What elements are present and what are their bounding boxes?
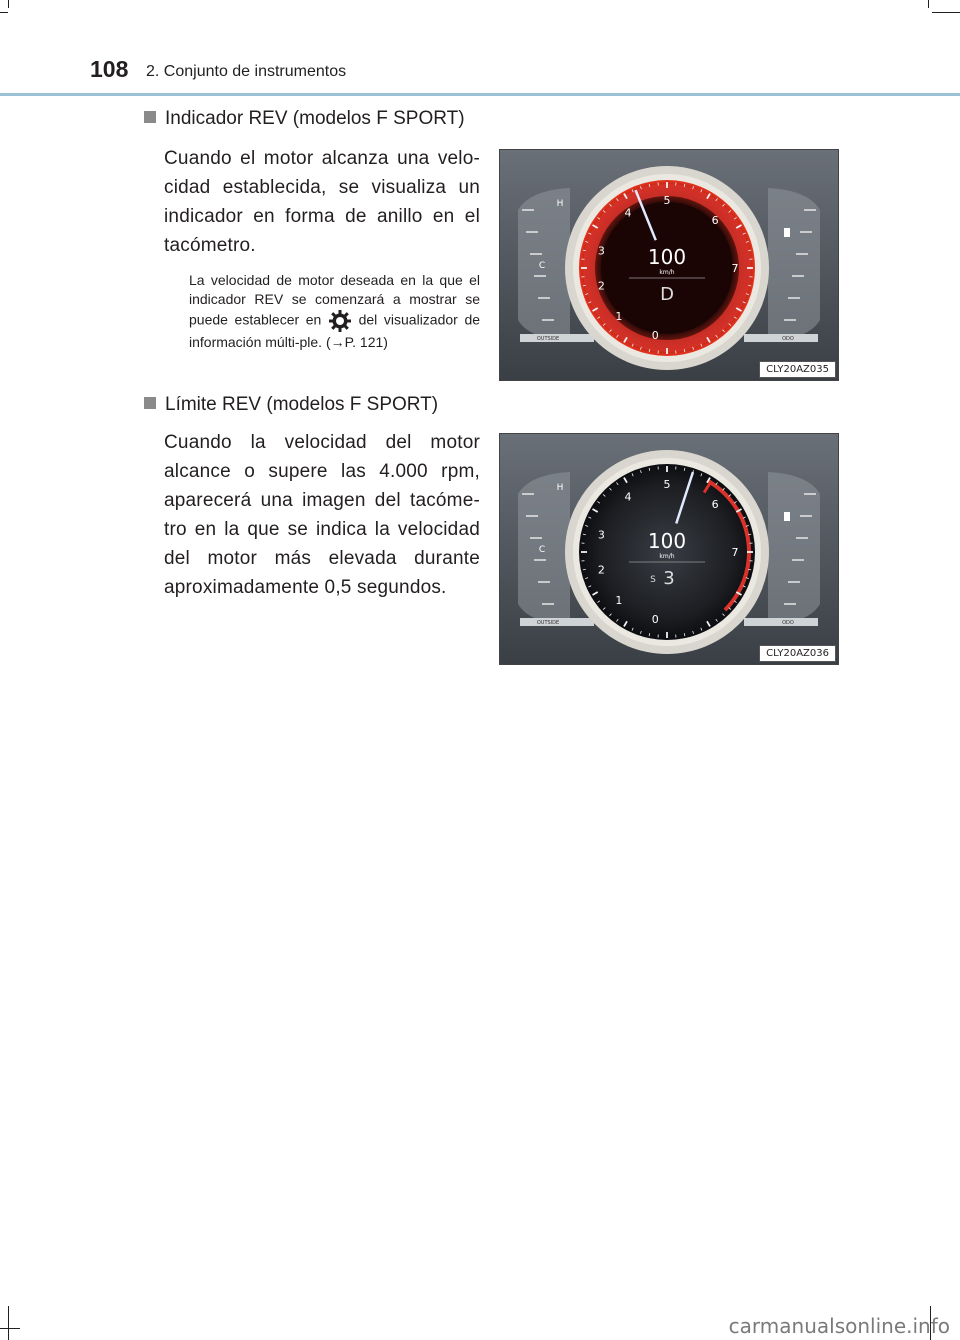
temp-high-label: H bbox=[556, 199, 564, 209]
fuel-pump-icon bbox=[784, 228, 790, 237]
odo-strip bbox=[744, 618, 818, 626]
tach-number-4: 4 bbox=[624, 206, 632, 220]
gear-indicator: D bbox=[660, 284, 674, 305]
section-note bbox=[189, 271, 480, 352]
right-side-panel bbox=[768, 472, 820, 624]
tachometer-figure-rev-indicator bbox=[499, 149, 839, 381]
tach-number-5: 5 bbox=[663, 194, 671, 207]
tachometer-illustration bbox=[500, 150, 838, 380]
note-text: La velocidad de motor deseada en la que el indicador REV se comenzará a mostrar se puede establecer en bbox=[189, 272, 480, 328]
section-title: Indicador REV (modelos F SPORT) bbox=[165, 108, 465, 129]
figure-label: CLY20AZ036 bbox=[759, 645, 836, 662]
odo-strip bbox=[744, 334, 818, 342]
gear-mode-label: S bbox=[650, 575, 656, 585]
square-bullet-icon bbox=[144, 397, 156, 409]
tach-number-3: 3 bbox=[597, 528, 605, 542]
odo-label: ODO bbox=[782, 620, 794, 626]
chapter-title: 2. Conjunto de instrumentos bbox=[146, 63, 347, 80]
tach-number-0: 0 bbox=[651, 328, 659, 342]
right-side-panel bbox=[768, 188, 820, 340]
tachometer-figure-rev-limit bbox=[499, 433, 839, 665]
temp-low-label: C bbox=[538, 545, 546, 555]
header-rule bbox=[0, 93, 960, 96]
tach-number-2: 2 bbox=[597, 563, 605, 577]
crop-mark bbox=[0, 1328, 20, 1329]
crop-mark bbox=[932, 12, 960, 13]
section-heading-rev-limit bbox=[144, 394, 438, 416]
tach-number-1: 1 bbox=[615, 594, 623, 608]
crop-mark bbox=[928, 0, 929, 8]
tachometer-illustration bbox=[500, 434, 838, 664]
tach-number-7: 7 bbox=[731, 262, 739, 275]
section-title: Límite REV (modelos F SPORT) bbox=[165, 394, 439, 415]
section-body: Cuando el motor alcanza una velo-cidad establecida, se visualiza un indicador en forma de anillo en el tacómetro. bbox=[164, 148, 480, 256]
tach-number-6: 6 bbox=[711, 213, 719, 227]
tach-number-1: 1 bbox=[615, 310, 623, 324]
crop-mark bbox=[8, 0, 9, 8]
tach-number-6: 6 bbox=[711, 497, 719, 511]
section-heading-rev-indicator bbox=[144, 108, 465, 130]
tach-number-2: 2 bbox=[597, 279, 605, 293]
tach-number-3: 3 bbox=[597, 244, 605, 258]
gear-indicator: 3 bbox=[663, 568, 675, 589]
crop-mark bbox=[8, 1306, 9, 1340]
odo-label: ODO bbox=[782, 336, 794, 342]
page-number: 108 bbox=[90, 56, 129, 82]
tach-number-7: 7 bbox=[731, 546, 739, 559]
temp-high-label: H bbox=[556, 483, 564, 493]
outside-temp-label: OUTSIDE bbox=[536, 336, 560, 342]
fuel-pump-icon bbox=[784, 512, 790, 521]
speed-unit: km/h bbox=[659, 269, 675, 276]
speed-readout: 100 bbox=[647, 529, 687, 553]
tach-number-5: 5 bbox=[663, 478, 671, 491]
footer-watermark: carmanualsonline.info bbox=[728, 1314, 950, 1338]
speed-unit: km/h bbox=[659, 553, 675, 560]
section-body: Cuando la velocidad del motor alcance o supere las 4.000 rpm, aparecerá una imagen del tacóme-tro en la que se indica la velocidad del motor más elevada durante aproximadamente 0,5 segundos. bbox=[164, 432, 480, 598]
speed-readout: 100 bbox=[647, 245, 687, 269]
figure-label: CLY20AZ035 bbox=[759, 361, 836, 378]
gear-icon bbox=[328, 309, 352, 333]
tach-number-4: 4 bbox=[624, 490, 632, 504]
square-bullet-icon bbox=[144, 111, 156, 123]
crop-mark bbox=[0, 12, 8, 13]
note-text-cont: del visualizador de información múlti-ple. (→P. 121) bbox=[189, 311, 481, 350]
temp-low-label: C bbox=[538, 261, 546, 271]
tach-number-0: 0 bbox=[651, 612, 659, 626]
outside-temp-label: OUTSIDE bbox=[536, 620, 560, 626]
